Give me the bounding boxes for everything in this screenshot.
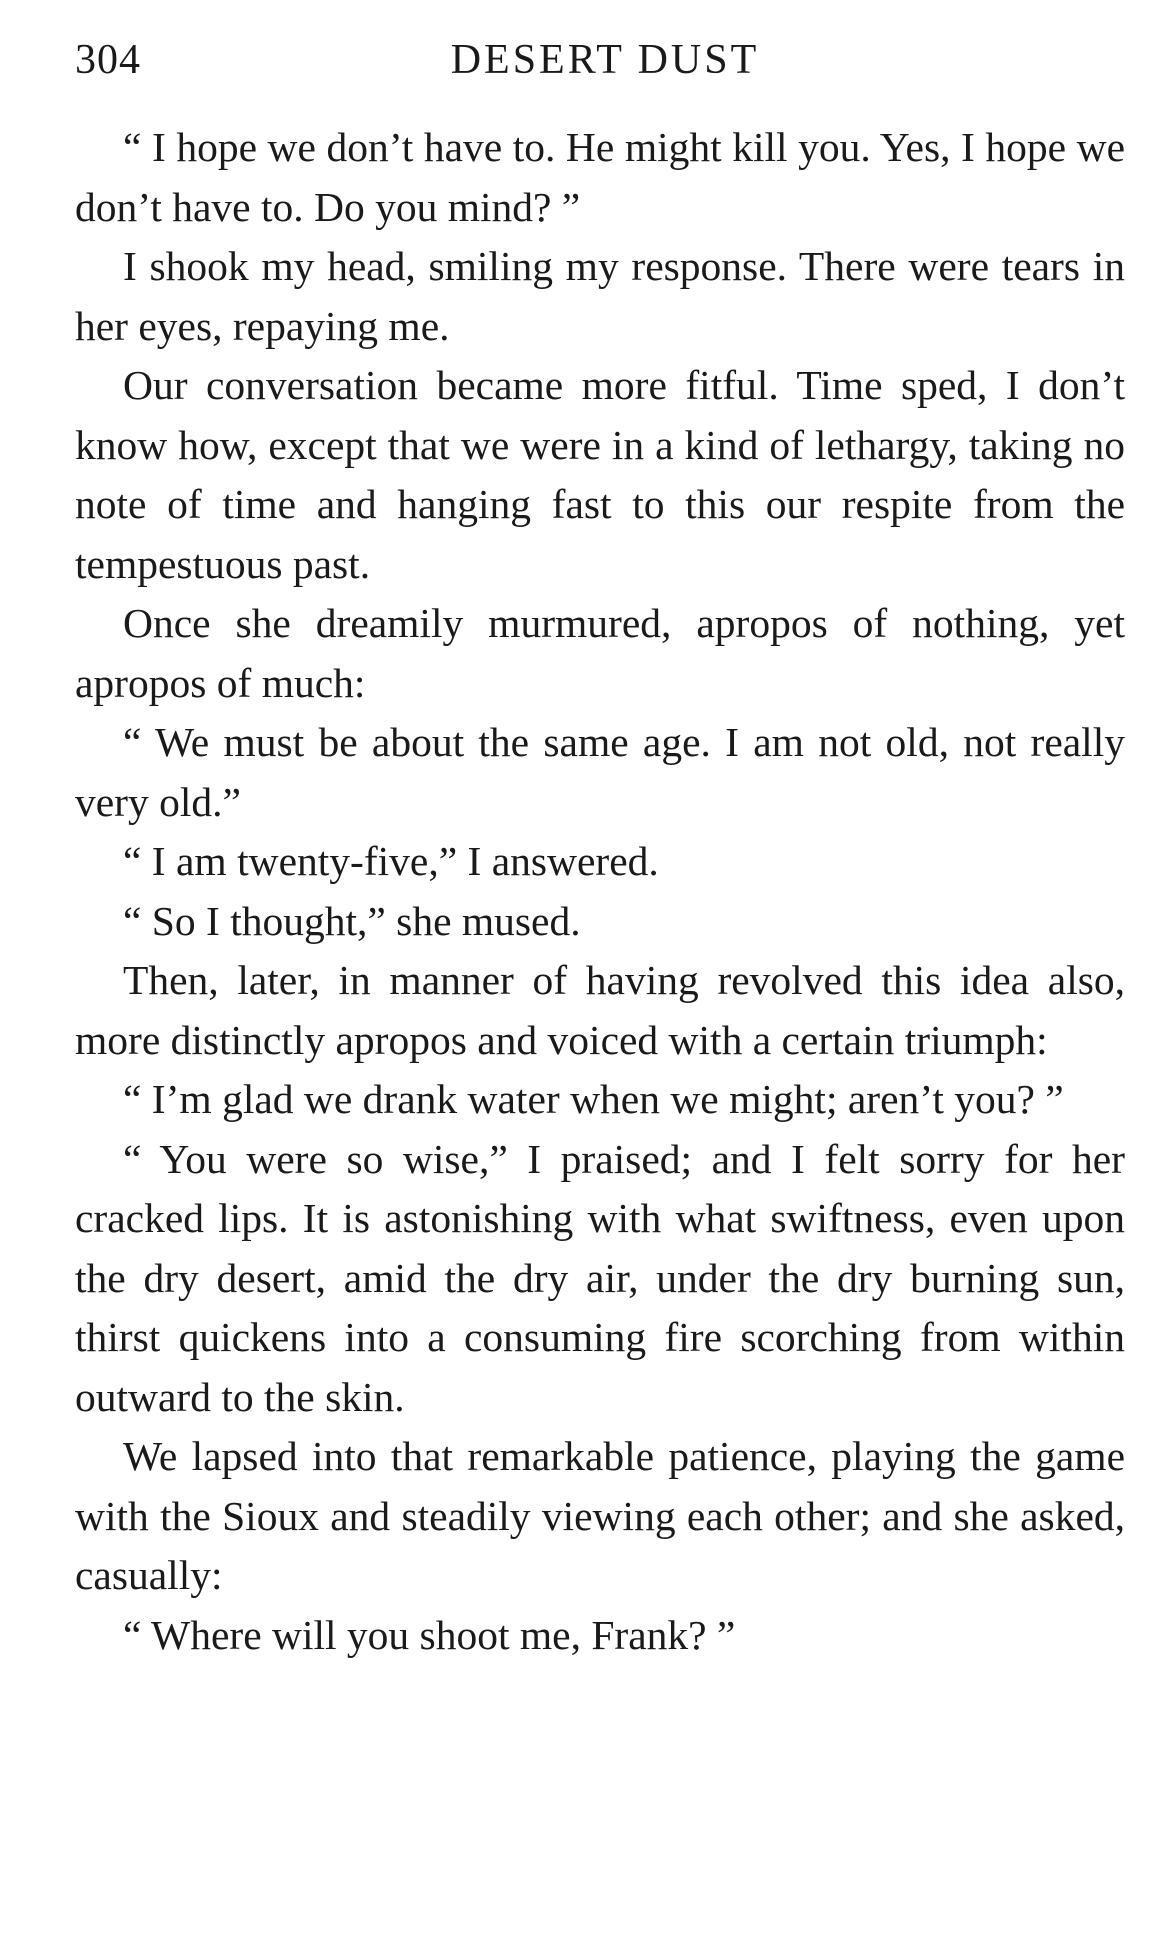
running-head xyxy=(75,36,1135,96)
paragraph: “ I am twenty-five,” I answered. xyxy=(123,838,659,884)
paragraph: “ You were so wise,” I praised; and I felt sorry for her cracked lips. It is astonishing with what swiftness, even upon the dry desert, amid the dry air, under the dry burning sun, thirst quickens into a consuming fire scorching from within outward to the skin. xyxy=(75,1135,1125,1420)
paragraph: “ I hope we don’t have to. He might kill you. Yes, I hope we don’t have to. Do you mind? ” xyxy=(75,124,1125,230)
paragraph: “ So I thought,” she mused. xyxy=(123,897,581,944)
paragraph: I shook my head, smiling my response. There were tears in her eyes, repaying me. xyxy=(75,243,1125,349)
page-number: 304 xyxy=(75,37,141,83)
running-title: DESERT DUST xyxy=(450,37,760,83)
body-text xyxy=(75,118,1125,1665)
paragraph: We lapsed into that remarkable patience, playing the game with the Sioux and steadily viewing each other; and she asked, casually: xyxy=(75,1433,1125,1598)
paragraph: “ Where will you shoot me, Frank? ” xyxy=(123,1611,736,1658)
paragraph: Then, later, in manner of having revolved this idea also, more distinctly apropos and voiced with a certain triumph: xyxy=(75,957,1125,1063)
paragraph: Once she dreamily murmured, apropos of nothing, yet apropos of much: xyxy=(75,600,1125,706)
paragraph: “ We must be about the same age. I am not old, not really very old.” xyxy=(75,719,1125,825)
paragraph: “ I’m glad we drank water when we might; aren’t you? ” xyxy=(123,1076,1064,1122)
paragraph: Our conversation became more fitful. Time sped, I don’t know how, except that we were in a kind of lethargy, taking no note of time and hanging fast to this our respite from the tempestuous past. xyxy=(75,362,1125,587)
